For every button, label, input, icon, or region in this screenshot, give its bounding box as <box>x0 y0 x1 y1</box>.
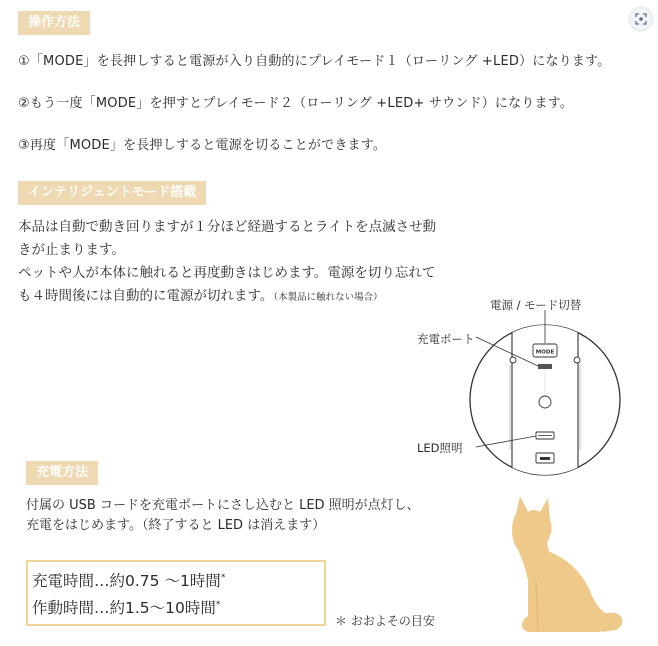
lens-icon <box>630 8 652 30</box>
intelligent-note: （本製品に触れない場合） <box>273 292 383 303</box>
intelligent-line-3: ペットや人が本体に触れると再度動きはじめます。電源を切り忘れて <box>18 265 436 281</box>
screw-right <box>574 357 580 363</box>
center-hole <box>539 396 551 408</box>
charging-port <box>538 364 552 369</box>
operate-time-asterisk: * <box>215 599 221 610</box>
operation-heading: 操作方法 <box>18 11 90 35</box>
operation-step-1: ①「MODE」を長押しすると電源が入り自動的にプレイモード１（ローリング +LED）になります。 <box>18 54 611 69</box>
cat-illustration <box>498 490 628 640</box>
footnote: ＊ おおよその目安 <box>335 614 435 628</box>
visual-search-button[interactable] <box>630 8 652 30</box>
charge-time-row <box>32 569 225 591</box>
screw-left <box>510 357 516 363</box>
intelligent-line-4 <box>18 285 383 309</box>
led-label: LED照明 <box>417 441 463 455</box>
mode-button-text: MODE <box>535 349 555 356</box>
cat-silhouette <box>512 496 622 632</box>
charge-time-asterisk: * <box>220 572 226 583</box>
intelligent-line-1: 本品は自動で動き回りますが１分ほど経過するとライトを点滅させ動 <box>18 219 437 235</box>
intelligent-mode-heading: インテリジェントモード搭載 <box>18 181 206 205</box>
operate-time: 作動時間…約1.5〜10時間 <box>32 599 216 617</box>
charging-port-label: 充電ポート <box>417 332 475 346</box>
power-mode-label: 電源 / モード切替 <box>490 298 582 312</box>
charging-line-1: 付属の USB コードを充電ポートにさし込むと LED 照明が点灯し、 <box>26 498 420 513</box>
charging-line-2: 充電をはじめます。（終了すると LED は消えます） <box>26 518 326 533</box>
operate-time-row <box>32 596 220 618</box>
intelligent-line-4-text: も４時間後には自動的に電源が切れます。 <box>18 288 274 304</box>
operation-step-3: ③再度「MODE」を長押しすると電源を切ることができます。 <box>18 138 387 153</box>
product-diagram <box>410 310 658 490</box>
operation-step-2: ②もう一度「MODE」を押すとプレイモード２（ローリング +LED+ サウンド）になります。 <box>18 96 574 111</box>
charging-heading: 充電方法 <box>26 461 98 485</box>
intelligent-line-2: きが止まります。 <box>18 242 125 258</box>
charge-time: 充電時間…約0.75 〜1時間 <box>32 572 221 590</box>
